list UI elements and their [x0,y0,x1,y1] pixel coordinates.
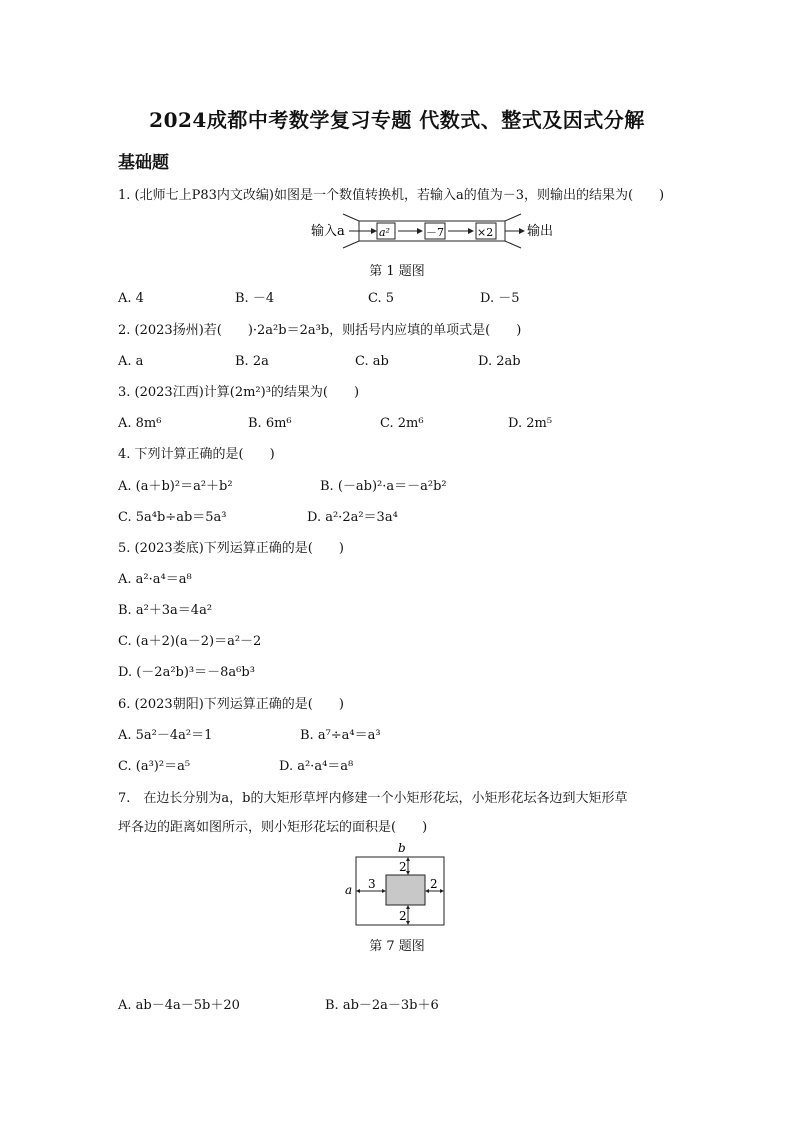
q7-label-left-distance: 3 [368,877,376,891]
q3-option-a: A. 8m⁶ [118,416,162,431]
question-2-stem: 2. (2023扬州)若( )·2a²b＝2a³b，则括号内应填的单项式是( ) [118,323,522,338]
question-4-stem: 4. 下列计算正确的是( ) [118,447,275,462]
q1-box2-label: －7 [426,226,444,239]
q7-label-bottom-distance: 2 [399,909,407,923]
q1-box3-label: ×2 [477,226,494,239]
q1-box1-label: a² [379,226,390,239]
q6-option-d: D. a²·a⁴＝a⁸ [279,759,354,774]
q7-label-a: a [345,883,353,897]
question-5-stem: 5. (2023娄底)下列运算正确的是( ) [118,541,344,556]
q4-option-d: D. a²·2a²＝3a⁴ [307,510,398,525]
question-7-caption: 第 7 题图 [369,939,425,954]
question-1-figure [305,208,565,254]
q5-option-c: C. (a＋2)(a－2)＝a²－2 [118,634,262,649]
question-7-figure [340,840,450,928]
q1-option-a: A. 4 [118,291,144,306]
q2-option-c: C. ab [355,354,389,369]
q5-option-b: B. a²＋3a＝4a² [118,603,213,618]
section-heading: 基础题 [118,153,169,173]
q1-option-b: B. －4 [235,291,275,306]
q4-option-c: C. 5a⁴b÷ab＝5a³ [118,510,227,525]
question-7-stem-line-2: 坪各边的距离如图所示，则小矩形花坛的面积是( ) [118,820,428,835]
q7-label-b: b [398,841,406,855]
q5-option-d: D. (－2a²b)³＝－8a⁶b³ [118,665,255,680]
page-title: 2024成都中考数学复习专题 代数式、整式及因式分解 [149,108,645,132]
q7-label-top-distance: 2 [399,860,407,874]
q6-option-a: A. 5a²－4a²＝1 [118,728,213,743]
q2-option-b: B. 2a [235,354,269,369]
q2-option-a: A. a [118,354,144,369]
question-7-stem-line-1: 7. 在边长分别为a，b的大矩形草坪内修建一个小矩形花坛，小矩形花坛各边到大矩形草 [118,791,628,806]
q5-option-a: A. a²·a⁴＝a⁸ [118,572,192,587]
q1-output-label: 输出 [527,224,554,239]
q2-option-d: D. 2ab [478,354,521,369]
q3-option-c: C. 2m⁶ [380,416,424,431]
q6-option-c: C. (a³)²＝a⁵ [118,759,191,774]
q3-option-b: B. 6m⁶ [248,416,292,431]
q1-input-label: 输入a [311,224,345,239]
q1-option-c: C. 5 [368,291,395,306]
question-3-stem: 3. (2023江西)计算(2m²)³的结果为( ) [118,385,360,400]
question-6-stem: 6. (2023朝阳)下列运算正确的是( ) [118,697,344,712]
q7-option-a: A. ab－4a－5b＋20 [118,998,240,1013]
q7-label-right-distance: 2 [430,877,438,891]
q4-option-b: B. (－ab)²·a＝－a²b² [320,479,447,494]
q7-option-b: B. ab－2a－3b＋6 [325,998,439,1013]
q4-option-a: A. (a＋b)²＝a²＋b² [118,479,233,494]
question-1-caption: 第 1 题图 [369,264,425,279]
q1-option-d: D. －5 [480,291,520,306]
question-1-stem: 1. (北师七上P83内文改编)如图是一个数值转换机，若输入a的值为－3，则输出的结果为( ) [118,188,665,203]
q3-option-d: D. 2m⁵ [508,416,553,431]
q6-option-b: B. a⁷÷a⁴＝a³ [300,728,381,743]
